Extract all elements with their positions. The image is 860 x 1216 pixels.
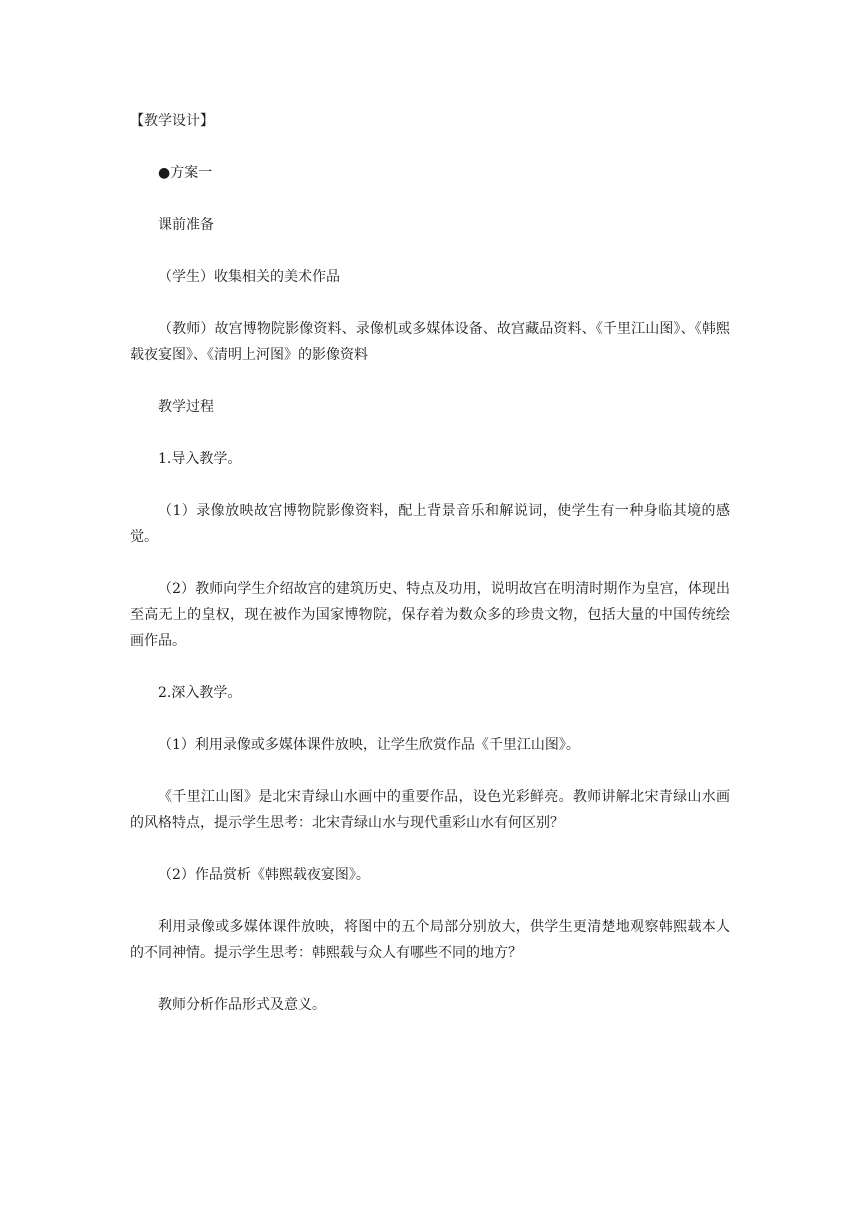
step1-item1: （1）录像放映故宫博物院影像资料，配上背景音乐和解说词，使学生有一种身临其境的感觉。 <box>130 503 730 545</box>
step2-item2-desc: 利用录像或多媒体课件放映，将图中的五个局部分别放大，供学生更清楚地观察韩熙载本人的不同神情。提示学生思考：韩熙载与众人有哪些不同的地方？ <box>130 919 730 961</box>
prep-student: （学生）收集相关的美术作品 <box>158 269 340 285</box>
document-body <box>130 108 730 1044</box>
process-heading: 教学过程 <box>158 399 214 415</box>
prep-heading: 课前准备 <box>158 217 214 233</box>
step2-item2: （2）作品赏析《韩熙载夜宴图》。 <box>158 867 370 883</box>
step1-item2: （2）教师向学生介绍故宫的建筑历史、特点及功用，说明故宫在明清时期作为皇宫，体现出至高无上的皇权，现在被作为国家博物院，保存着为数众多的珍贵文物，包括大量的中国传统绘画作品。 <box>130 581 730 649</box>
step2-item1-desc: 《千里江山图》是北宋青绿山水画中的重要作品，设色光彩鲜亮。教师讲解北宋青绿山水画的风格特点，提示学生思考：北宋青绿山水与现代重彩山水有何区别？ <box>130 789 730 831</box>
plan-heading: ●方案一 <box>158 165 213 181</box>
step1-heading: 1.导入教学。 <box>158 451 242 467</box>
step2-item1: （1）利用录像或多媒体课件放映，让学生欣赏作品《千里江山图》。 <box>158 737 580 753</box>
prep-teacher: （教师）故宫博物院影像资料、录像机或多媒体设备、故宫藏品资料、《千里江山图》、《韩熙载夜宴图》、《清明上河图》的影像资料 <box>130 321 730 363</box>
step2-item2-analysis: 教师分析作品形式及意义。 <box>158 997 326 1013</box>
step2-heading: 2.深入教学。 <box>158 685 242 701</box>
section-title: 【教学设计】 <box>130 113 214 129</box>
